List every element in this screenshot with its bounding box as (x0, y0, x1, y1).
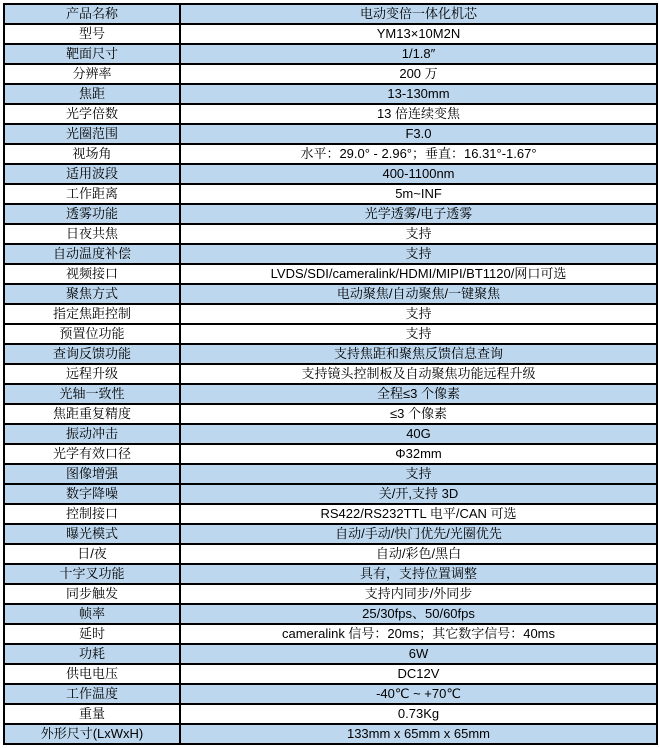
spec-label-cell: 产品名称 (4, 4, 180, 24)
spec-row (4, 704, 657, 724)
spec-value-cell: 支持 (180, 224, 657, 244)
spec-value-cell: 自动/手动/快门优先/光圈优先 (180, 524, 657, 544)
spec-label-cell: 查询反馈功能 (4, 344, 180, 364)
spec-label-cell: 焦距 (4, 84, 180, 104)
spec-row (4, 684, 657, 704)
spec-label-cell: 指定焦距控制 (4, 304, 180, 324)
spec-value-cell: cameralink 信号：20ms；其它数字信号：40ms (180, 624, 657, 644)
spec-row (4, 144, 657, 164)
spec-row (4, 104, 657, 124)
spec-value-cell: Φ32mm (180, 444, 657, 464)
spec-label-cell: 自动温度补偿 (4, 244, 180, 264)
spec-value-cell: 0.73Kg (180, 704, 657, 724)
spec-label-cell: 同步触发 (4, 584, 180, 604)
spec-row (4, 64, 657, 84)
spec-row (4, 504, 657, 524)
spec-label-cell: 延时 (4, 624, 180, 644)
spec-value-cell: 自动/彩色/黑白 (180, 544, 657, 564)
spec-label-cell: 日/夜 (4, 544, 180, 564)
spec-row (4, 564, 657, 584)
spec-value-cell: 支持 (180, 244, 657, 264)
spec-value-cell: 支持镜头控制板及自动聚焦功能远程升级 (180, 364, 657, 384)
spec-row (4, 224, 657, 244)
spec-value-cell: 133mm x 65mm x 65mm (180, 724, 657, 744)
spec-row (4, 524, 657, 544)
spec-label-cell: 光学有效口径 (4, 444, 180, 464)
spec-row (4, 364, 657, 384)
spec-label-cell: 外形尺寸(LxWxH) (4, 724, 180, 744)
spec-row (4, 204, 657, 224)
spec-label-cell: 型号 (4, 24, 180, 44)
spec-value-cell: -40℃ ~ +70℃ (180, 684, 657, 704)
spec-label-cell: 工作温度 (4, 684, 180, 704)
spec-value-cell: 关/开,支持 3D (180, 484, 657, 504)
spec-value-cell: LVDS/SDI/cameralink/HDMI/MIPI/BT1120/网口可选 (180, 264, 657, 284)
spec-value-cell: 支持 (180, 324, 657, 344)
spec-label-cell: 光圈范围 (4, 124, 180, 144)
spec-label-cell: 供电电压 (4, 664, 180, 684)
spec-value-cell: F3.0 (180, 124, 657, 144)
spec-value-cell: 40G (180, 424, 657, 444)
spec-value-cell: 支持焦距和聚焦反馈信息查询 (180, 344, 657, 364)
spec-label-cell: 控制接口 (4, 504, 180, 524)
spec-label-cell: 预置位功能 (4, 324, 180, 344)
spec-label-cell: 焦距重复精度 (4, 404, 180, 424)
spec-label-cell: 数字降噪 (4, 484, 180, 504)
spec-row (4, 164, 657, 184)
spec-value-cell: ≤3 个像素 (180, 404, 657, 424)
spec-label-cell: 功耗 (4, 644, 180, 664)
spec-row (4, 484, 657, 504)
spec-row (4, 664, 657, 684)
product-spec-table (3, 3, 658, 745)
spec-label-cell: 远程升级 (4, 364, 180, 384)
spec-label-cell: 十字叉功能 (4, 564, 180, 584)
spec-row (4, 404, 657, 424)
spec-label-cell: 工作距离 (4, 184, 180, 204)
spec-value-cell: 5m~INF (180, 184, 657, 204)
spec-value-cell: 25/30fps、50/60fps (180, 604, 657, 624)
spec-label-cell: 聚焦方式 (4, 284, 180, 304)
spec-row (4, 24, 657, 44)
spec-value-cell: 支持内同步/外同步 (180, 584, 657, 604)
spec-row (4, 624, 657, 644)
spec-row (4, 264, 657, 284)
spec-label-cell: 光学倍数 (4, 104, 180, 124)
spec-value-cell: 1/1.8″ (180, 44, 657, 64)
spec-label-cell: 分辨率 (4, 64, 180, 84)
spec-row (4, 384, 657, 404)
spec-label-cell: 图像增强 (4, 464, 180, 484)
spec-value-cell: 13-130mm (180, 84, 657, 104)
spec-value-cell: 200 万 (180, 64, 657, 84)
spec-row (4, 4, 657, 24)
spec-label-cell: 振动冲击 (4, 424, 180, 444)
spec-value-cell: 光学透雾/电子透雾 (180, 204, 657, 224)
spec-label-cell: 靶面尺寸 (4, 44, 180, 64)
spec-row (4, 604, 657, 624)
spec-label-cell: 适用波段 (4, 164, 180, 184)
spec-value-cell: 6W (180, 644, 657, 664)
spec-row (4, 584, 657, 604)
spec-row (4, 284, 657, 304)
spec-row (4, 244, 657, 264)
spec-label-cell: 重量 (4, 704, 180, 724)
spec-value-cell: 支持 (180, 464, 657, 484)
spec-value-cell: 电动聚焦/自动聚焦/一键聚焦 (180, 284, 657, 304)
spec-row (4, 324, 657, 344)
spec-value-cell: 具有，支持位置调整 (180, 564, 657, 584)
spec-row (4, 644, 657, 664)
spec-value-cell: 支持 (180, 304, 657, 324)
spec-row (4, 124, 657, 144)
spec-row (4, 304, 657, 324)
spec-row (4, 444, 657, 464)
spec-label-cell: 透雾功能 (4, 204, 180, 224)
spec-row (4, 544, 657, 564)
spec-label-cell: 曝光模式 (4, 524, 180, 544)
spec-value-cell: 水平：29.0° - 2.96°；垂直：16.31°-1.67° (180, 144, 657, 164)
spec-value-cell: YM13×10M2N (180, 24, 657, 44)
spec-value-cell: 13 倍连续变焦 (180, 104, 657, 124)
spec-row (4, 724, 657, 744)
spec-row (4, 344, 657, 364)
spec-label-cell: 视场角 (4, 144, 180, 164)
spec-table-body (4, 4, 657, 744)
spec-row (4, 464, 657, 484)
spec-row (4, 424, 657, 444)
spec-value-cell: RS422/RS232TTL 电平/CAN 可选 (180, 504, 657, 524)
spec-value-cell: 400-1100nm (180, 164, 657, 184)
spec-value-cell: DC12V (180, 664, 657, 684)
spec-label-cell: 光轴一致性 (4, 384, 180, 404)
spec-label-cell: 视频接口 (4, 264, 180, 284)
spec-row (4, 184, 657, 204)
spec-label-cell: 帧率 (4, 604, 180, 624)
spec-value-cell: 全程≤3 个像素 (180, 384, 657, 404)
spec-label-cell: 日夜共焦 (4, 224, 180, 244)
spec-row (4, 44, 657, 64)
spec-row (4, 84, 657, 104)
spec-value-cell: 电动变倍一体化机芯 (180, 4, 657, 24)
